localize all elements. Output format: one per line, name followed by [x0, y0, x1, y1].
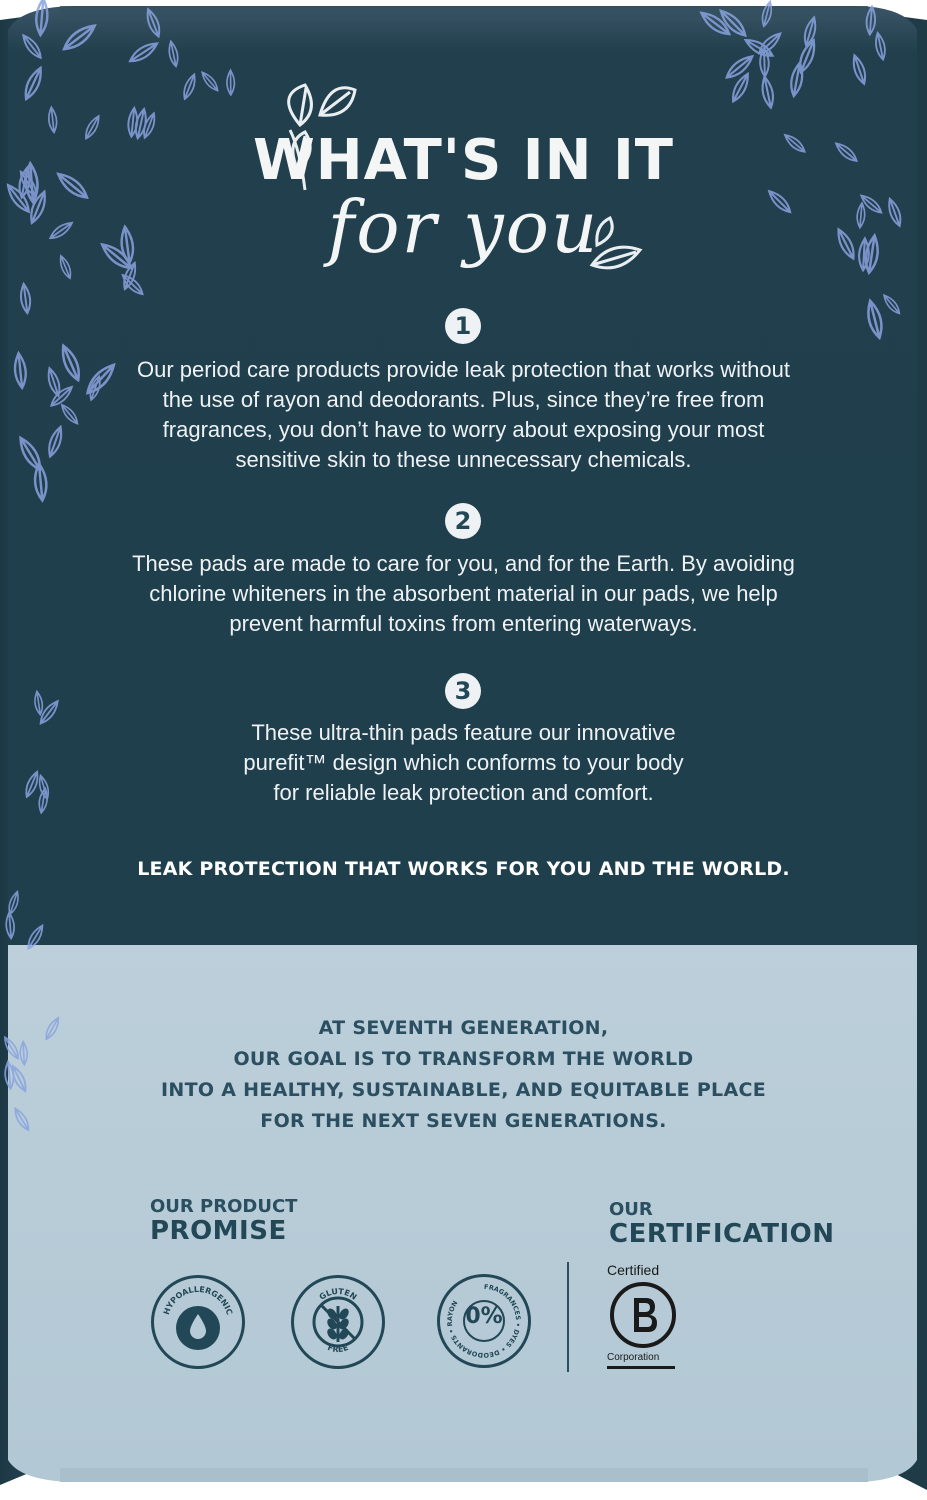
benefit-1-line: the use of rayon and deodorants. Plus, since they’re free from: [162, 387, 765, 412]
promise-label-big: PROMISE: [150, 1216, 287, 1246]
mission-line: AT SEVENTH GENERATION,: [318, 1017, 609, 1039]
benefit-3-line: These ultra-thin pads feature our innovative: [251, 720, 676, 745]
mission-statement: [0, 1013, 927, 1137]
benefit-3-line: purefit™ design which conforms to your body: [243, 750, 684, 775]
ingredients-ring-text: FRAGRANCES • DYES • DEODORANTS • RAYON: [445, 1282, 522, 1360]
mission-line: FOR THE NEXT SEVEN GENERATIONS.: [260, 1110, 667, 1132]
benefit-2-line: prevent harmful toxins from entering waterways.: [229, 611, 698, 636]
benefit-1-number: 1: [445, 308, 481, 344]
benefit-1-text: [80, 355, 847, 475]
hypoallergenic-badge: [151, 1275, 245, 1369]
svg-text:GLUTEN: [318, 1287, 359, 1302]
mission-line: OUR GOAL IS TO TRANSFORM THE WORLD: [233, 1048, 694, 1070]
benefit-2-number: 2: [445, 503, 481, 539]
gluten-free-badge: [291, 1275, 385, 1369]
headline-line-2: for you: [327, 185, 600, 269]
b-corp-corporation-text: Corporation: [607, 1352, 660, 1363]
benefit-3-line: for reliable leak protection and comfort.: [273, 780, 654, 805]
b-corp-logo: [608, 1280, 678, 1350]
headline-line-1: WHAT'S IN IT: [252, 128, 675, 193]
gluten-ring-text: GLUTEN: [317, 1286, 359, 1302]
crossed-wheat-icon: [294, 1278, 382, 1366]
benefit-1-line: fragrances, you don’t have to worry about exposing your most: [162, 417, 765, 442]
zero-percent-badge: [437, 1274, 531, 1368]
benefit-1-line: Our period care products provide leak protection that works without: [137, 357, 790, 382]
hypoallergenic-ring-text: HYPOALLERGENIC: [161, 1284, 235, 1316]
bottom-seam: [60, 1468, 868, 1482]
certification-label-big: CERTIFICATION: [609, 1219, 835, 1249]
zero-percent-text: 0%: [465, 1304, 503, 1329]
benefit-3-text: [80, 718, 847, 808]
free-ring-text: FREE: [326, 1342, 350, 1355]
certification-divider: [567, 1262, 569, 1372]
promise-label-small: OUR PRODUCT: [150, 1196, 298, 1217]
benefit-3-number: 3: [445, 673, 481, 709]
top-seam: [60, 6, 868, 20]
benefit-2-line: These pads are made to care for you, and for the Earth. By avoiding: [132, 551, 795, 576]
b-corp-underline: [607, 1366, 675, 1369]
mission-line: INTO A HEALTHY, SUSTAINABLE, AND EQUITABLE PLACE: [161, 1079, 766, 1101]
benefit-2-text: [80, 549, 847, 639]
water-drop-icon: [154, 1278, 242, 1366]
benefit-1-line: sensitive skin to these unnecessary chemicals.: [235, 447, 692, 472]
certification-label-small: OUR: [609, 1199, 653, 1220]
benefit-2-line: chlorine whiteners in the absorbent material in our pads, we help: [149, 581, 778, 606]
tagline: LEAK PROTECTION THAT WORKS FOR YOU AND THE WORLD.: [137, 858, 790, 880]
b-corp-certified-text: Certified: [607, 1262, 660, 1278]
